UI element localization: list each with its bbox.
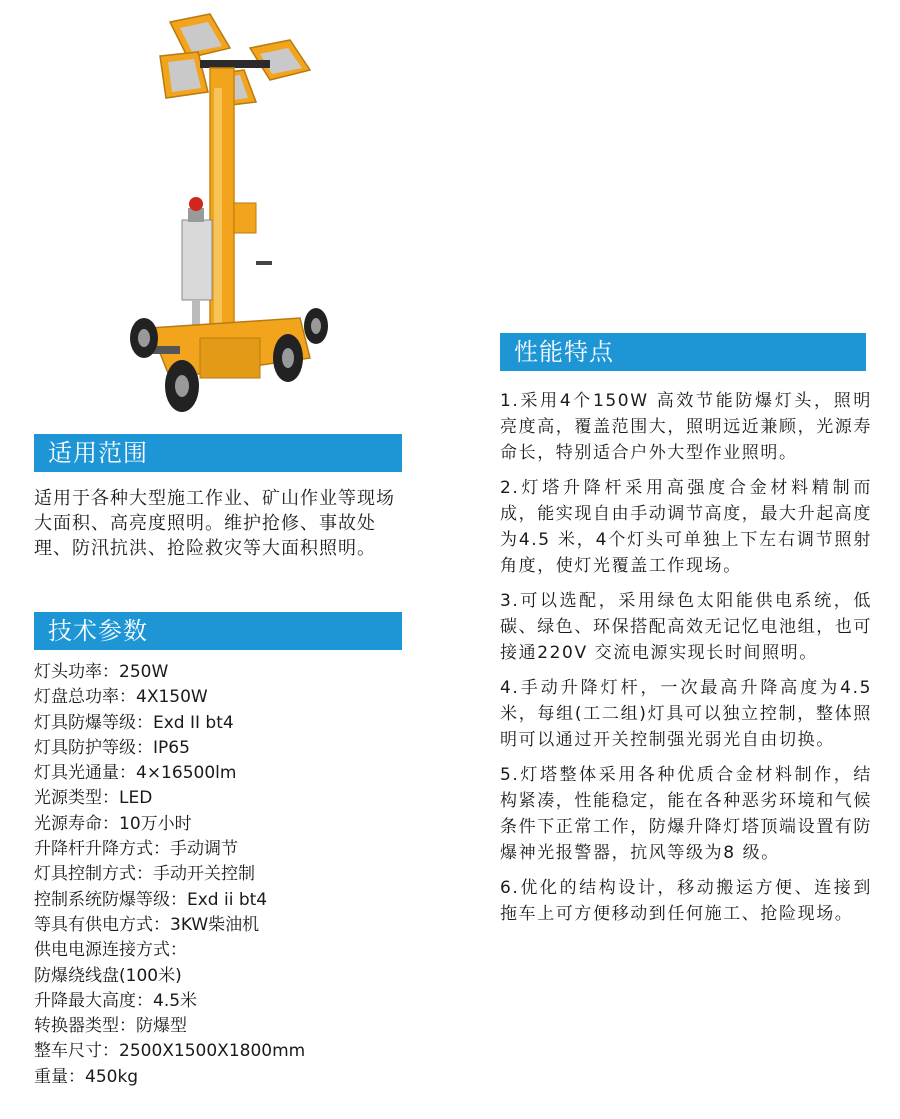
spec-item: 光源寿命：10万小时 bbox=[34, 813, 192, 834]
features-list bbox=[500, 388, 872, 936]
spec-list bbox=[34, 660, 414, 1090]
spec-item: 升降最大高度：4.5米 bbox=[34, 990, 198, 1011]
spec-item: 灯具防爆等级：Exd II bt4 bbox=[34, 712, 234, 733]
feature-item: 3.可以选配，采用绿色太阳能供电系统，低碳、绿色、环保搭配高效无记忆电池组，也可接通220V 交流电源实现长时间照明。 bbox=[500, 591, 872, 663]
lamp-head-left bbox=[160, 52, 208, 98]
lamp-head-top-left bbox=[170, 14, 230, 58]
alarm-beacon bbox=[189, 197, 203, 211]
wheel-back-right bbox=[273, 334, 303, 382]
specs-section-title: 技术参数 bbox=[34, 612, 402, 650]
spec-item: 转换器类型：防爆型 bbox=[34, 1016, 187, 1037]
usage-section-title: 适用范围 bbox=[34, 434, 402, 472]
usage-description: 适用于各种大型施工作业、矿山作业等现场大面积、高亮度照明。维护抢修、事故处理、防汛抗洪、抢险救灾等大面积照明。 bbox=[34, 488, 395, 559]
spec-item: 光源类型：LED bbox=[34, 788, 153, 809]
feature-item: 6.优化的结构设计，移动搬运方便、连接到拖车上可方便移动到任何施工、抢险现场。 bbox=[500, 878, 872, 924]
spec-item: 等具有供电方式：3KW柴油机 bbox=[34, 914, 260, 935]
lamp-crossbar bbox=[200, 60, 270, 68]
spec-item: 灯具防护等级：IP65 bbox=[34, 737, 190, 758]
feature-item: 5.灯塔整体采用各种优质合金材料制作，结构紧凑，性能稳定，能在各种恶劣环境和气候条件下正常工作，防爆升降灯塔顶端设置有防爆神光报警器，抗风等级为8 级。 bbox=[500, 765, 872, 863]
lighting-tower-image bbox=[110, 8, 340, 418]
spec-item: 升降杆升降方式：手动调节 bbox=[34, 839, 238, 860]
control-box bbox=[182, 220, 212, 300]
wheel-back-left bbox=[130, 318, 158, 358]
spec-item: 防爆绕线盘(100米) bbox=[34, 965, 182, 986]
winch-box bbox=[234, 203, 256, 233]
feature-item: 4.手动升降灯杆，一次最高升降高度为4.5米，每组(工二组)灯具可以独立控制，整体照明可以通过开关控制强光弱光自由切换。 bbox=[500, 678, 872, 750]
spec-item: 灯头功率：250W bbox=[34, 662, 169, 682]
spec-item: 控制系统防爆等级：Exd ii bt4 bbox=[34, 889, 268, 910]
spec-item: 整车尺寸：2500X1500X1800mm bbox=[34, 1041, 306, 1062]
spec-item: 供电电源连接方式： bbox=[34, 940, 187, 961]
spec-item: 灯盘总功率：4X150W bbox=[34, 687, 208, 708]
wheel-front-right bbox=[304, 308, 328, 344]
spec-item: 灯具控制方式：手动开关控制 bbox=[34, 864, 255, 885]
features-section-title: 性能特点 bbox=[500, 333, 866, 371]
spec-item: 灯具光通量：4×16500lm bbox=[34, 763, 237, 784]
feature-item: 2.灯塔升降杆采用高强度合金材料精制而成，能实现自由手动调节高度，最大升起高度为4.5 米，4个灯头可单独上下左右调节照射角度，使灯光覆盖工作现场。 bbox=[500, 478, 872, 576]
wheel-front-left bbox=[165, 360, 199, 412]
feature-item: 1.采用4个150W 高效节能防爆灯头，照明亮度高，覆盖范围大，照明远近兼顾，光源寿命长，特别适合户外大型作业照明。 bbox=[500, 391, 872, 463]
spec-item: 重量：450kg bbox=[34, 1066, 139, 1087]
